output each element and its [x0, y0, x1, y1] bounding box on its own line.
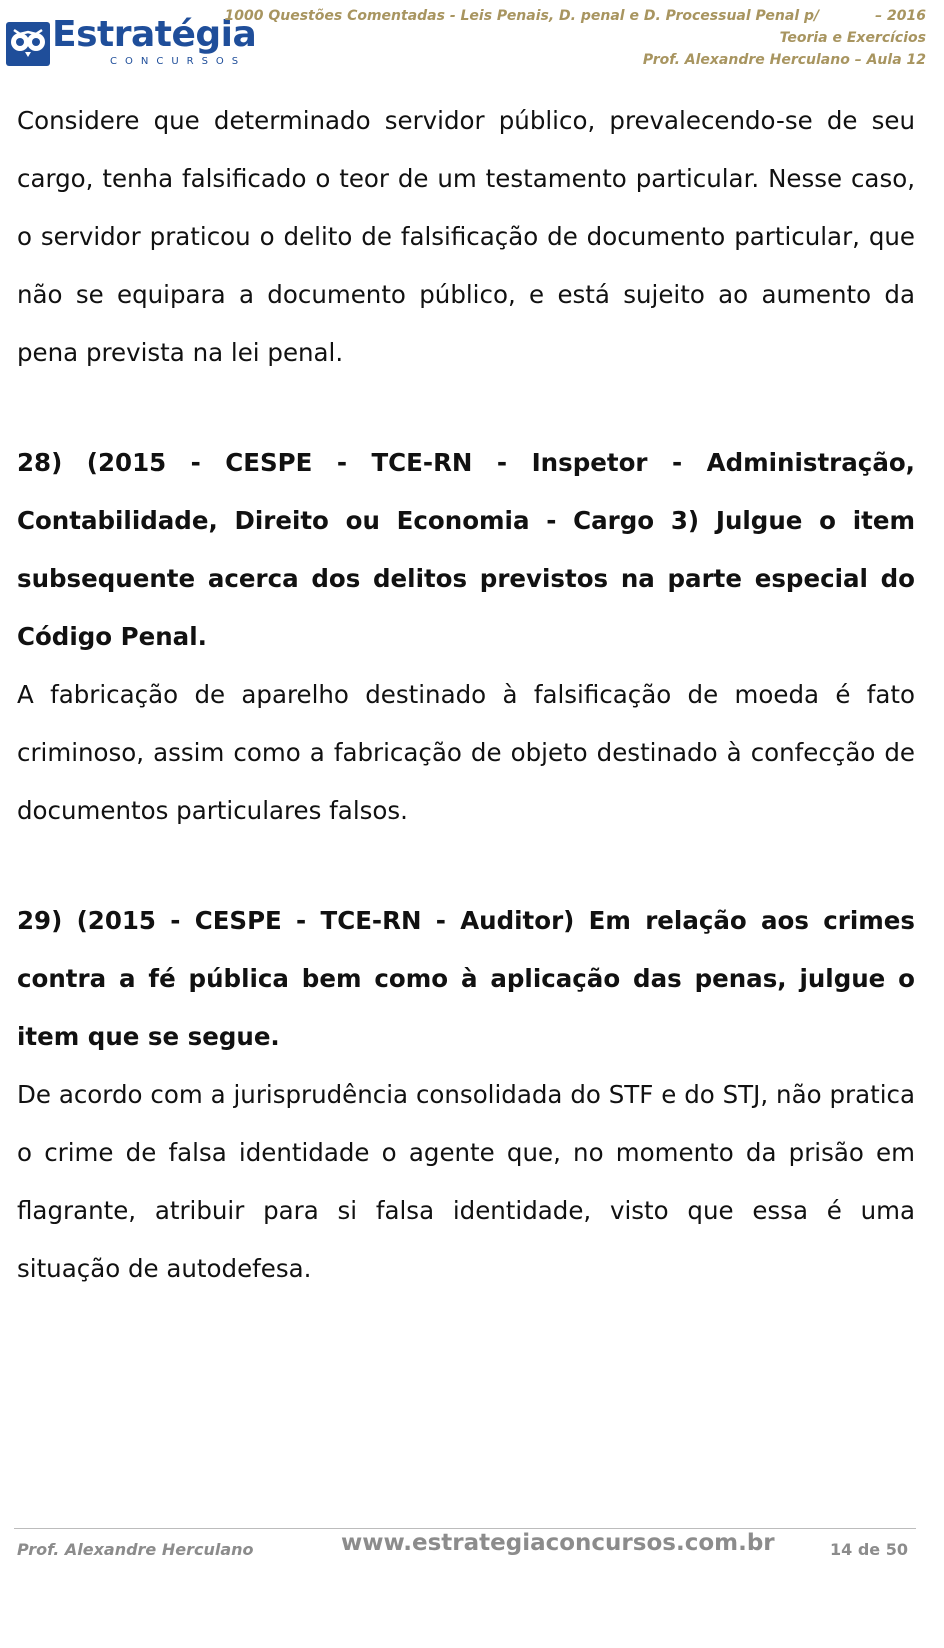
question-29-heading: 29) (2015 - CESPE - TCE-RN - Auditor) Em relação aos crimes contra a fé pública bem como à aplicação das penas, julgue o item que se segue. — [17, 906, 915, 1051]
logo-subtext: CONCURSOS — [110, 56, 247, 67]
header-subtitle: Teoria e Exercícios — [779, 30, 926, 46]
question-28-text: A fabricação de aparelho destinado à falsificação de moeda é fato criminoso, assim como a fabricação de objeto destinado à confecção de documentos particulares falsos. — [17, 680, 915, 825]
header-course-name: 1000 Questões Comentadas - Leis Penais, D. penal e D. Processual Penal p/ — [224, 8, 820, 24]
question-28-heading: 28) (2015 - CESPE - TCE-RN - Inspetor - Administração, Contabilidade, Direito ou Economia - Cargo 3) Julgue o item subsequente acerca dos delitos previstos na parte especial do Código Penal. — [17, 448, 915, 651]
footer-website-link[interactable]: www.estrategiaconcursos.com.br — [341, 1530, 775, 1556]
owl-icon — [6, 22, 50, 66]
footer-author: Prof. Alexandre Herculano — [17, 1540, 254, 1559]
header-lesson: Prof. Alexandre Herculano – Aula 12 — [642, 52, 926, 68]
estrategia-logo — [6, 14, 257, 70]
footer-page-number: 14 de 50 — [830, 1540, 908, 1559]
page-content — [17, 92, 915, 1298]
header-course-title — [225, 8, 926, 24]
header-year: – 2016 — [875, 8, 926, 24]
footer-divider — [14, 1528, 916, 1529]
paragraph-testamento: Considere que determinado servidor público, prevalecendo-se de seu cargo, tenha falsificado o teor de um testamento particular. Nesse caso, o servidor praticou o delito de falsificação de documento particular, que não se equipara a documento público, e está sujeito ao aumento da pena prevista na lei penal. — [17, 106, 915, 367]
logo-wordmark: Estratégia — [52, 14, 257, 55]
page-header — [0, 0, 944, 90]
question-29-text: De acordo com a jurisprudência consolidada do STF e do STJ, não pratica o crime de falsa identidade o agente que, no momento da prisão em flagrante, atribuir para si falsa identidade, visto que essa é uma situação de autodefesa. — [17, 1080, 915, 1283]
